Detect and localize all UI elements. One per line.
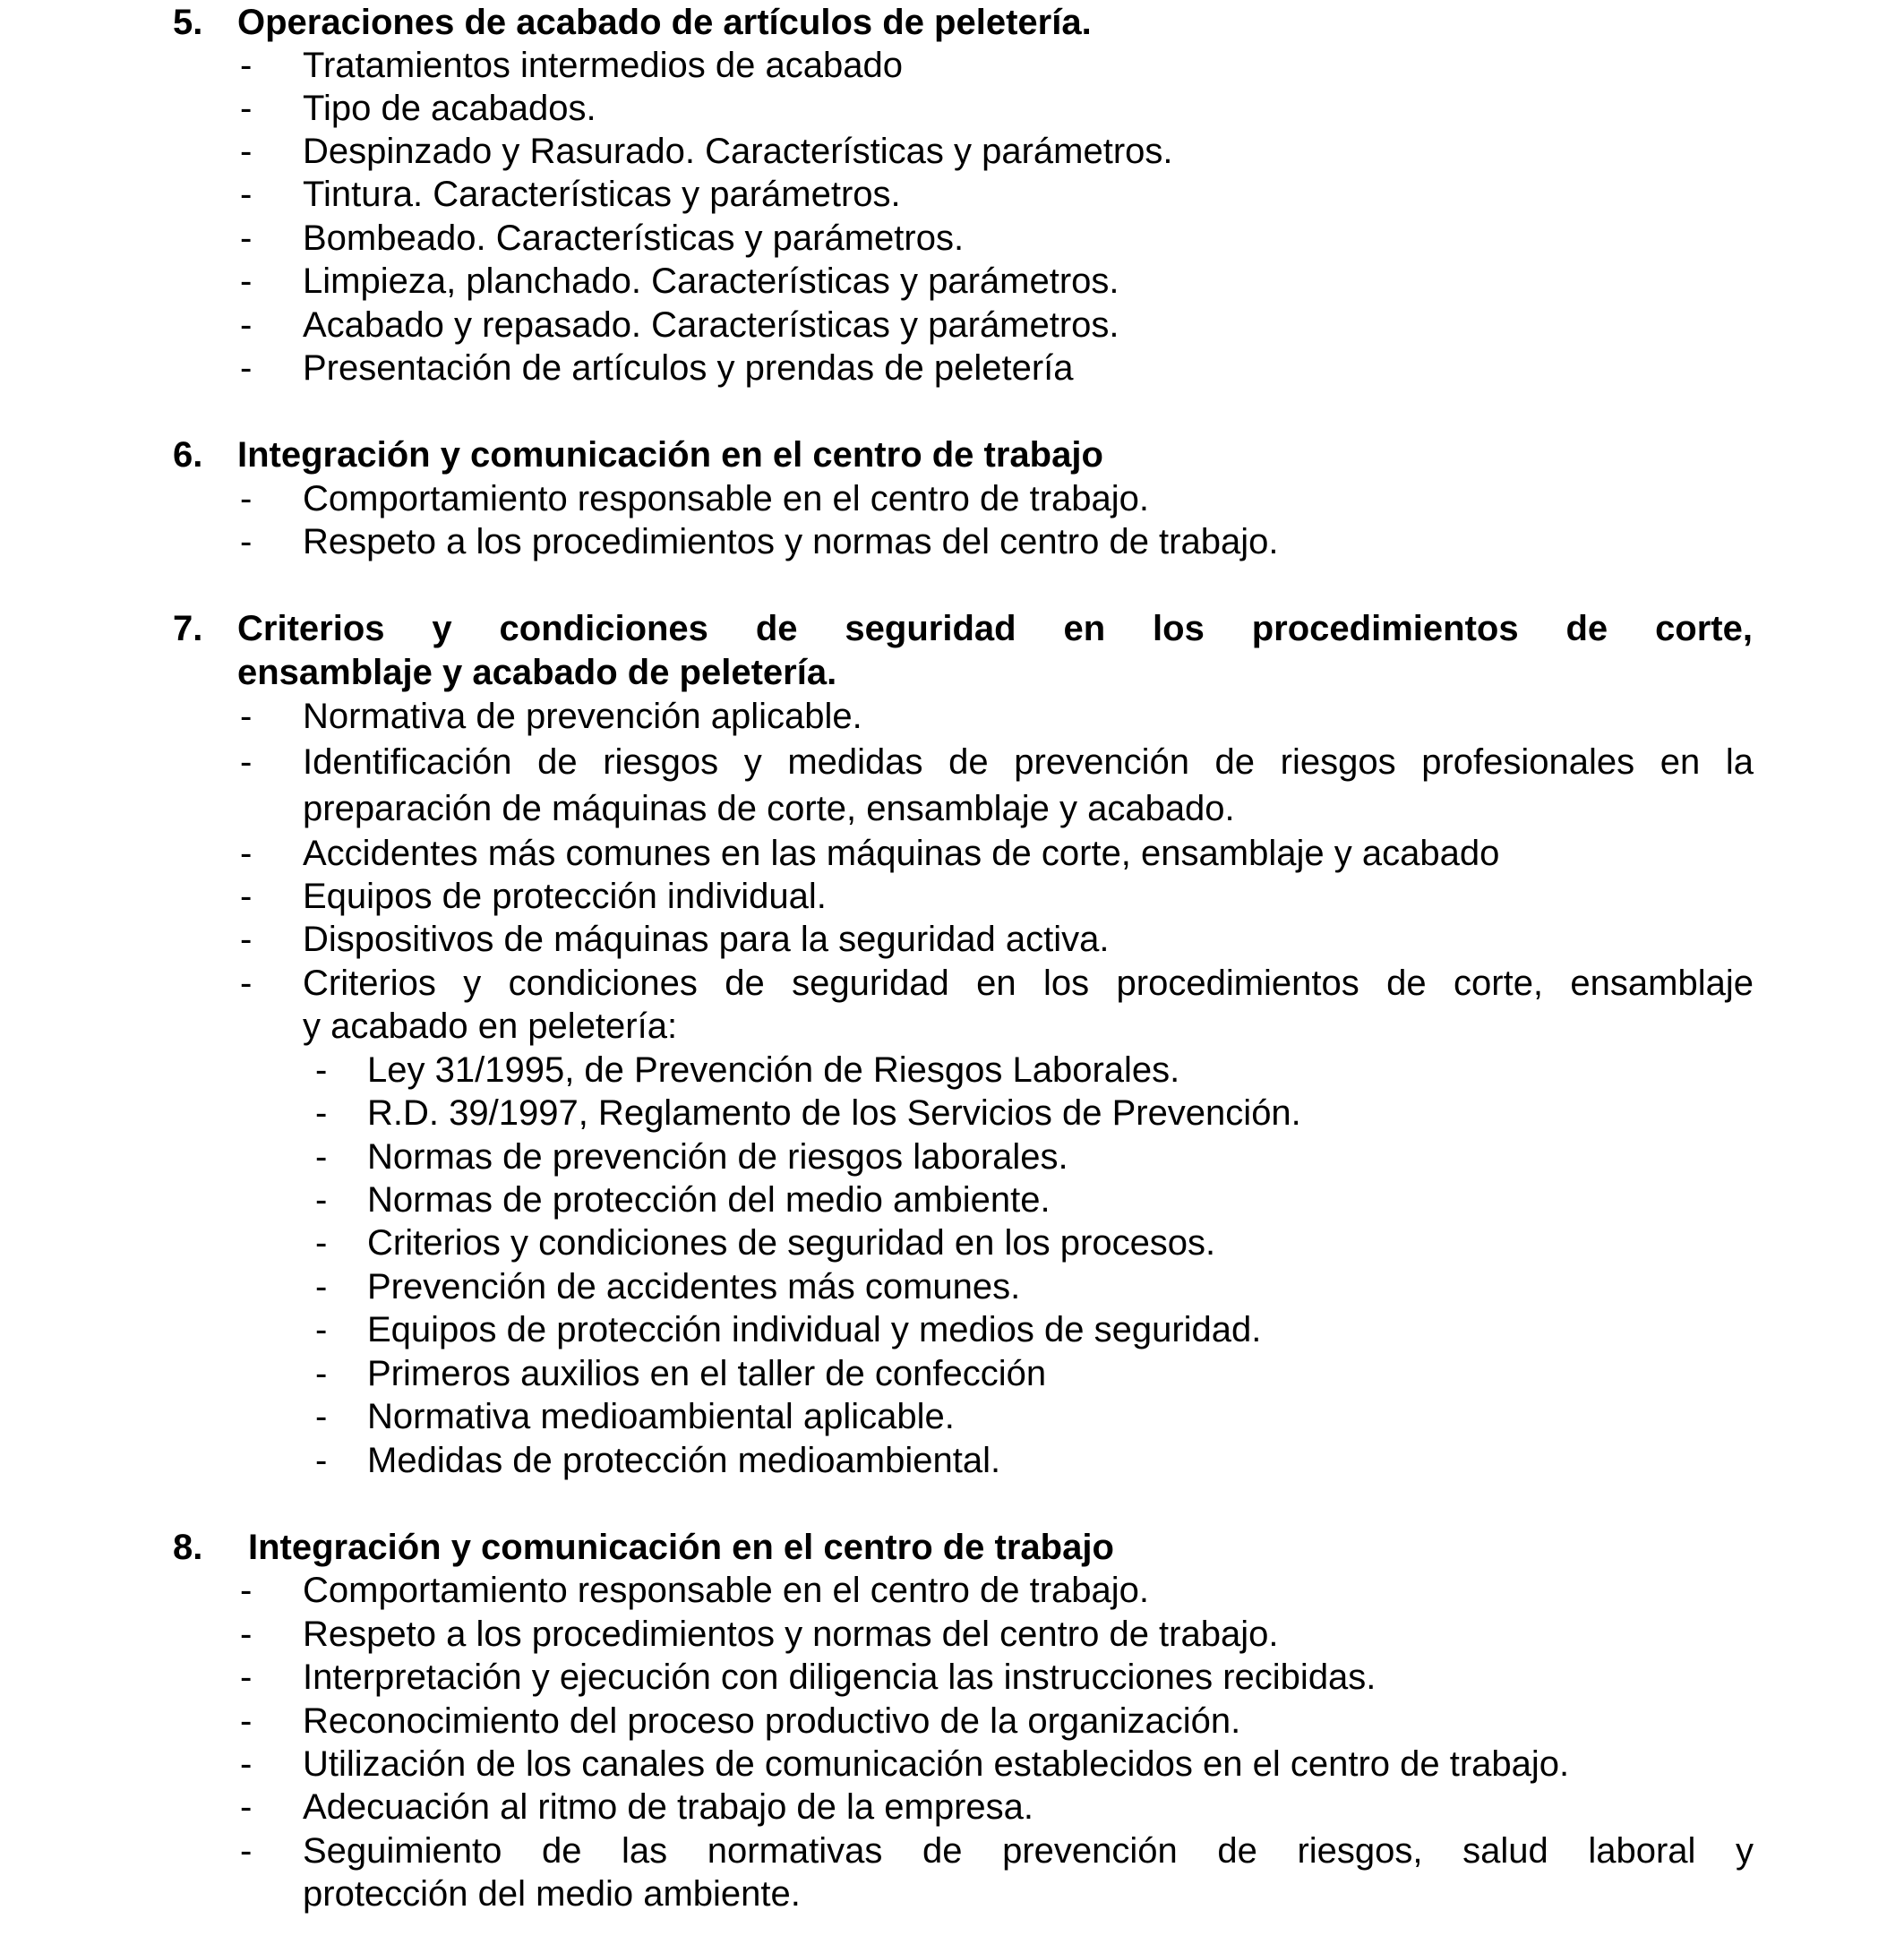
sub-list-item-text: Medidas de protección medioambiental. bbox=[367, 1441, 1001, 1480]
bullet-dash: - bbox=[240, 46, 253, 85]
list-item-text: Presentación de artículos y prendas de peletería bbox=[303, 348, 1074, 388]
list-item-text: Reconocimiento del proceso productivo de la organización. bbox=[303, 1701, 1241, 1741]
list-item-text: Interpretación y ejecución con diligencia las instrucciones recibidas. bbox=[303, 1658, 1377, 1697]
bullet-dash: - bbox=[240, 218, 253, 258]
sub-list-item-text: Normas de prevención de riesgos laborales. bbox=[367, 1137, 1068, 1177]
bullet-dash: - bbox=[240, 877, 253, 916]
bullet-dash: - bbox=[240, 742, 253, 782]
bullet-dash: - bbox=[315, 1137, 328, 1177]
list-item-text: protección del medio ambiente. bbox=[303, 1874, 801, 1914]
list-item-text: Respeto a los procedimientos y normas del centro de trabajo. bbox=[303, 522, 1279, 561]
sub-list-item-text: Equipos de protección individual y medios de seguridad. bbox=[367, 1310, 1262, 1349]
sub-list-item-text: Normativa medioambiental aplicable. bbox=[367, 1397, 955, 1436]
list-item-text: Limpieza, planchado. Características y parámetros. bbox=[303, 261, 1119, 301]
sub-list-item-text: R.D. 39/1997, Reglamento de los Servicios de Prevención. bbox=[367, 1093, 1301, 1133]
list-item-text: Tintura. Características y parámetros. bbox=[303, 175, 901, 214]
bullet-dash: - bbox=[240, 1744, 253, 1784]
list-item-text: Comportamiento responsable en el centro de trabajo. bbox=[303, 1571, 1149, 1610]
sub-list-item-text: Ley 31/1995, de Prevención de Riesgos Laborales. bbox=[367, 1050, 1180, 1090]
list-item-text: Comportamiento responsable en el centro de trabajo. bbox=[303, 479, 1149, 518]
list-item-text: Utilización de los canales de comunicación establecidos en el centro de trabajo. bbox=[303, 1744, 1570, 1784]
bullet-dash: - bbox=[240, 1658, 253, 1697]
list-item-text: Normativa de prevención aplicable. bbox=[303, 697, 862, 736]
list-item-text: Seguimiento de las normativas de prevención de riesgos, salud laboral y bbox=[303, 1831, 1754, 1871]
bullet-dash: - bbox=[240, 1615, 253, 1654]
list-item-text: Respeto a los procedimientos y normas del centro de trabajo. bbox=[303, 1615, 1279, 1654]
bullet-dash: - bbox=[240, 1701, 253, 1741]
bullet-dash: - bbox=[240, 175, 253, 214]
section-title: Integración y comunicación en el centro de trabajo bbox=[237, 435, 1103, 475]
list-item-text: Dispositivos de máquinas para la seguridad activa. bbox=[303, 920, 1110, 959]
section-number: 6. bbox=[173, 435, 203, 475]
list-item-text: Despinzado y Rasurado. Características y parámetros. bbox=[303, 132, 1173, 171]
bullet-dash: - bbox=[315, 1223, 328, 1263]
list-item-text: Tipo de acabados. bbox=[303, 89, 596, 128]
bullet-dash: - bbox=[315, 1093, 328, 1133]
section-number: 7. bbox=[173, 609, 203, 648]
list-item-text: Equipos de protección individual. bbox=[303, 877, 827, 916]
bullet-dash: - bbox=[240, 261, 253, 301]
bullet-dash: - bbox=[240, 132, 253, 171]
section-number: 5. bbox=[173, 3, 203, 42]
bullet-dash: - bbox=[315, 1354, 328, 1393]
sub-list-item-text: Prevención de accidentes más comunes. bbox=[367, 1267, 1021, 1306]
bullet-dash: - bbox=[240, 964, 253, 1003]
bullet-dash: - bbox=[315, 1441, 328, 1480]
list-item-text: y acabado en peletería: bbox=[303, 1007, 678, 1046]
bullet-dash: - bbox=[240, 348, 253, 388]
section-number: 8. bbox=[173, 1528, 203, 1567]
bullet-dash: - bbox=[315, 1180, 328, 1220]
sub-list-item-text: Primeros auxilios en el taller de confección bbox=[367, 1354, 1047, 1393]
bullet-dash: - bbox=[315, 1397, 328, 1436]
list-item-text: Identificación de riesgos y medidas de prevención de riesgos profesionales en la bbox=[303, 742, 1754, 782]
bullet-dash: - bbox=[315, 1267, 328, 1306]
section-title: Criterios y condiciones de seguridad en los procedimientos de corte, bbox=[237, 609, 1753, 648]
list-item-text: Acabado y repasado. Características y parámetros. bbox=[303, 305, 1119, 345]
bullet-dash: - bbox=[240, 920, 253, 959]
section-title: ensamblaje y acabado de peletería. bbox=[237, 653, 837, 692]
list-item-text: Accidentes más comunes en las máquinas de corte, ensamblaje y acabado bbox=[303, 834, 1500, 873]
bullet-dash: - bbox=[240, 1571, 253, 1610]
bullet-dash: - bbox=[240, 1831, 253, 1871]
bullet-dash: - bbox=[240, 1787, 253, 1827]
bullet-dash: - bbox=[240, 479, 253, 518]
list-item-text: Criterios y condiciones de seguridad en los procedimientos de corte, ensamblaje bbox=[303, 964, 1754, 1003]
bullet-dash: - bbox=[240, 305, 253, 345]
list-item-text: Adecuación al ritmo de trabajo de la empresa. bbox=[303, 1787, 1034, 1827]
list-item-text: preparación de máquinas de corte, ensamblaje y acabado. bbox=[303, 789, 1235, 828]
bullet-dash: - bbox=[240, 522, 253, 561]
sub-list-item-text: Criterios y condiciones de seguridad en los procesos. bbox=[367, 1223, 1216, 1263]
sub-list-item-text: Normas de protección del medio ambiente. bbox=[367, 1180, 1051, 1220]
section-title: Operaciones de acabado de artículos de peletería. bbox=[237, 3, 1092, 42]
bullet-dash: - bbox=[315, 1310, 328, 1349]
bullet-dash: - bbox=[240, 89, 253, 128]
list-item-text: Tratamientos intermedios de acabado bbox=[303, 46, 903, 85]
bullet-dash: - bbox=[315, 1050, 328, 1090]
bullet-dash: - bbox=[240, 697, 253, 736]
bullet-dash: - bbox=[240, 834, 253, 873]
list-item-text: Bombeado. Características y parámetros. bbox=[303, 218, 965, 258]
section-title: Integración y comunicación en el centro de trabajo bbox=[248, 1528, 1114, 1567]
